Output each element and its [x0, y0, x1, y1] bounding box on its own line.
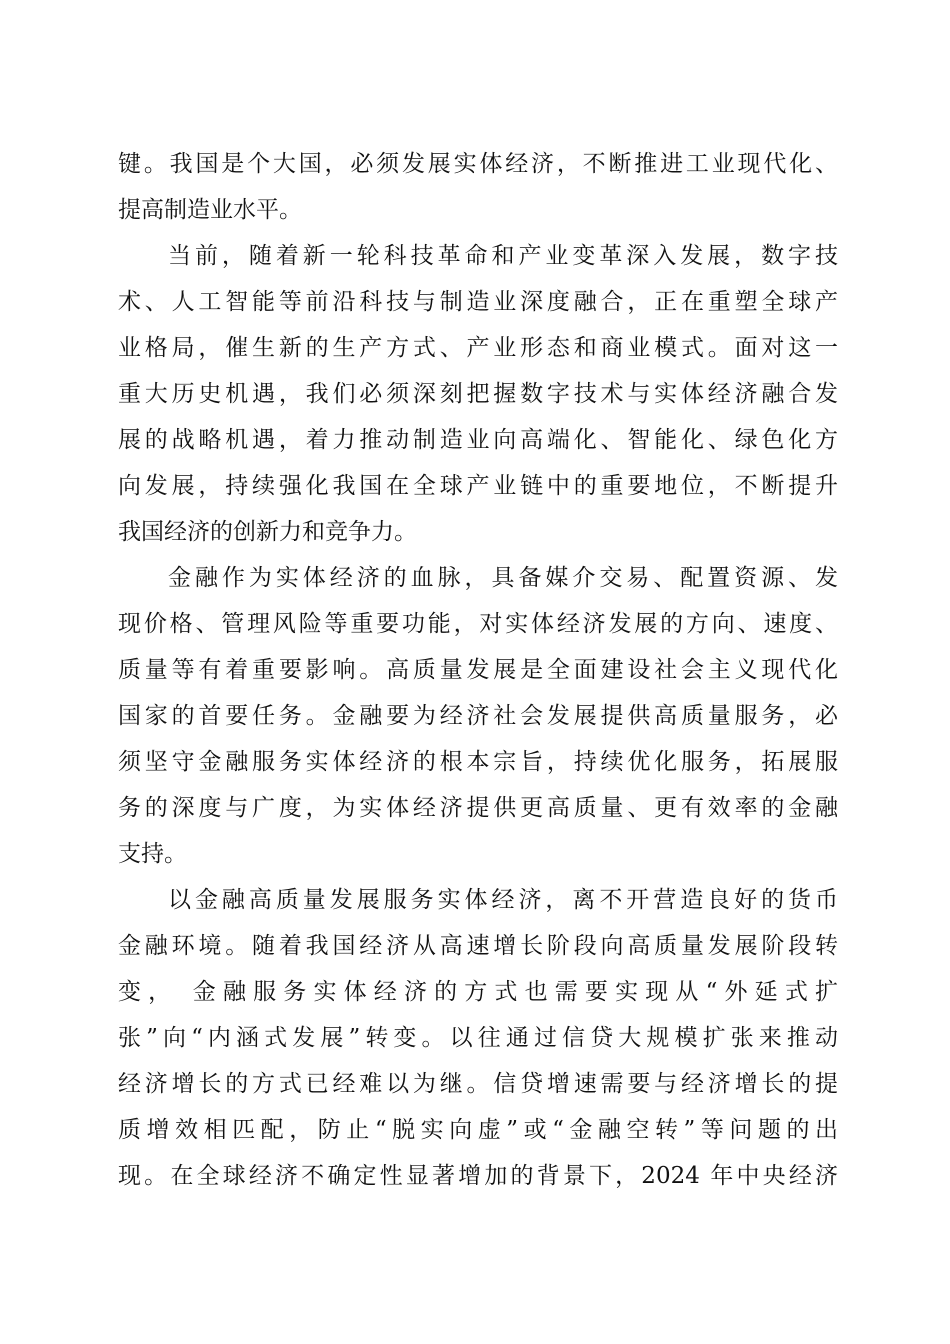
text-line: 提高制造业水平。	[118, 197, 302, 223]
text-line: 重大历史机遇，我们必须深刻把握数字技术与实体经济融合发	[118, 381, 838, 407]
text-line: 务的深度与广度，为实体经济提供更高质量、更有效率的金融	[118, 795, 838, 821]
text-line: 业格局，催生新的生产方式、产业形态和商业模式。面对这一	[118, 335, 838, 361]
text-line: 经济增长的方式已经难以为继。信贷增速需要与经济增长的提	[118, 1071, 838, 1097]
paragraph-first-line: 当前，随着新一轮科技革命和产业变革深入发展，数字技	[168, 243, 838, 269]
text-line: 质增效相匹配，防止“脱实向虚”或“金融空转”等问题的出	[118, 1117, 838, 1143]
text-line: 质量等有着重要影响。高质量发展是全面建设社会主义现代化	[118, 657, 838, 683]
paragraph-first-line: 以金融高质量发展服务实体经济，离不开营造良好的货币	[168, 887, 838, 913]
text-line: 支持。	[118, 841, 187, 867]
text-line: 键。我国是个大国，必须发展实体经济，不断推进工业现代化、	[118, 151, 838, 177]
text-line: 变， 金融服务实体经济的方式也需要实现从“外延式扩	[118, 979, 838, 1005]
text-line: 向发展，持续强化我国在全球产业链中的重要地位，不断提升	[118, 473, 838, 499]
text-line: 张”向“内涵式发展”转变。以往通过信贷大规模扩张来推动	[118, 1025, 838, 1051]
text-line: 须坚守金融服务实体经济的根本宗旨，持续优化服务，拓展服	[118, 749, 838, 775]
text-line: 展的战略机遇，着力推动制造业向高端化、智能化、绿色化方	[118, 427, 838, 453]
text-line: 现价格、管理风险等重要功能，对实体经济发展的方向、速度、	[118, 611, 838, 637]
text-line: 国家的首要任务。金融要为经济社会发展提供高质量服务，必	[118, 703, 838, 729]
text-line: 术、人工智能等前沿科技与制造业深度融合，正在重塑全球产	[118, 289, 838, 315]
text-line: 金融环境。随着我国经济从高速增长阶段向高质量发展阶段转	[118, 933, 838, 959]
text-line: 我国经济的创新力和竞争力。	[118, 519, 417, 545]
paragraph-first-line: 金融作为实体经济的血脉，具备媒介交易、配置资源、发	[168, 565, 838, 591]
text-line: 现。在全球经济不确定性显著增加的背景下，2024 年中央经济	[118, 1163, 838, 1189]
